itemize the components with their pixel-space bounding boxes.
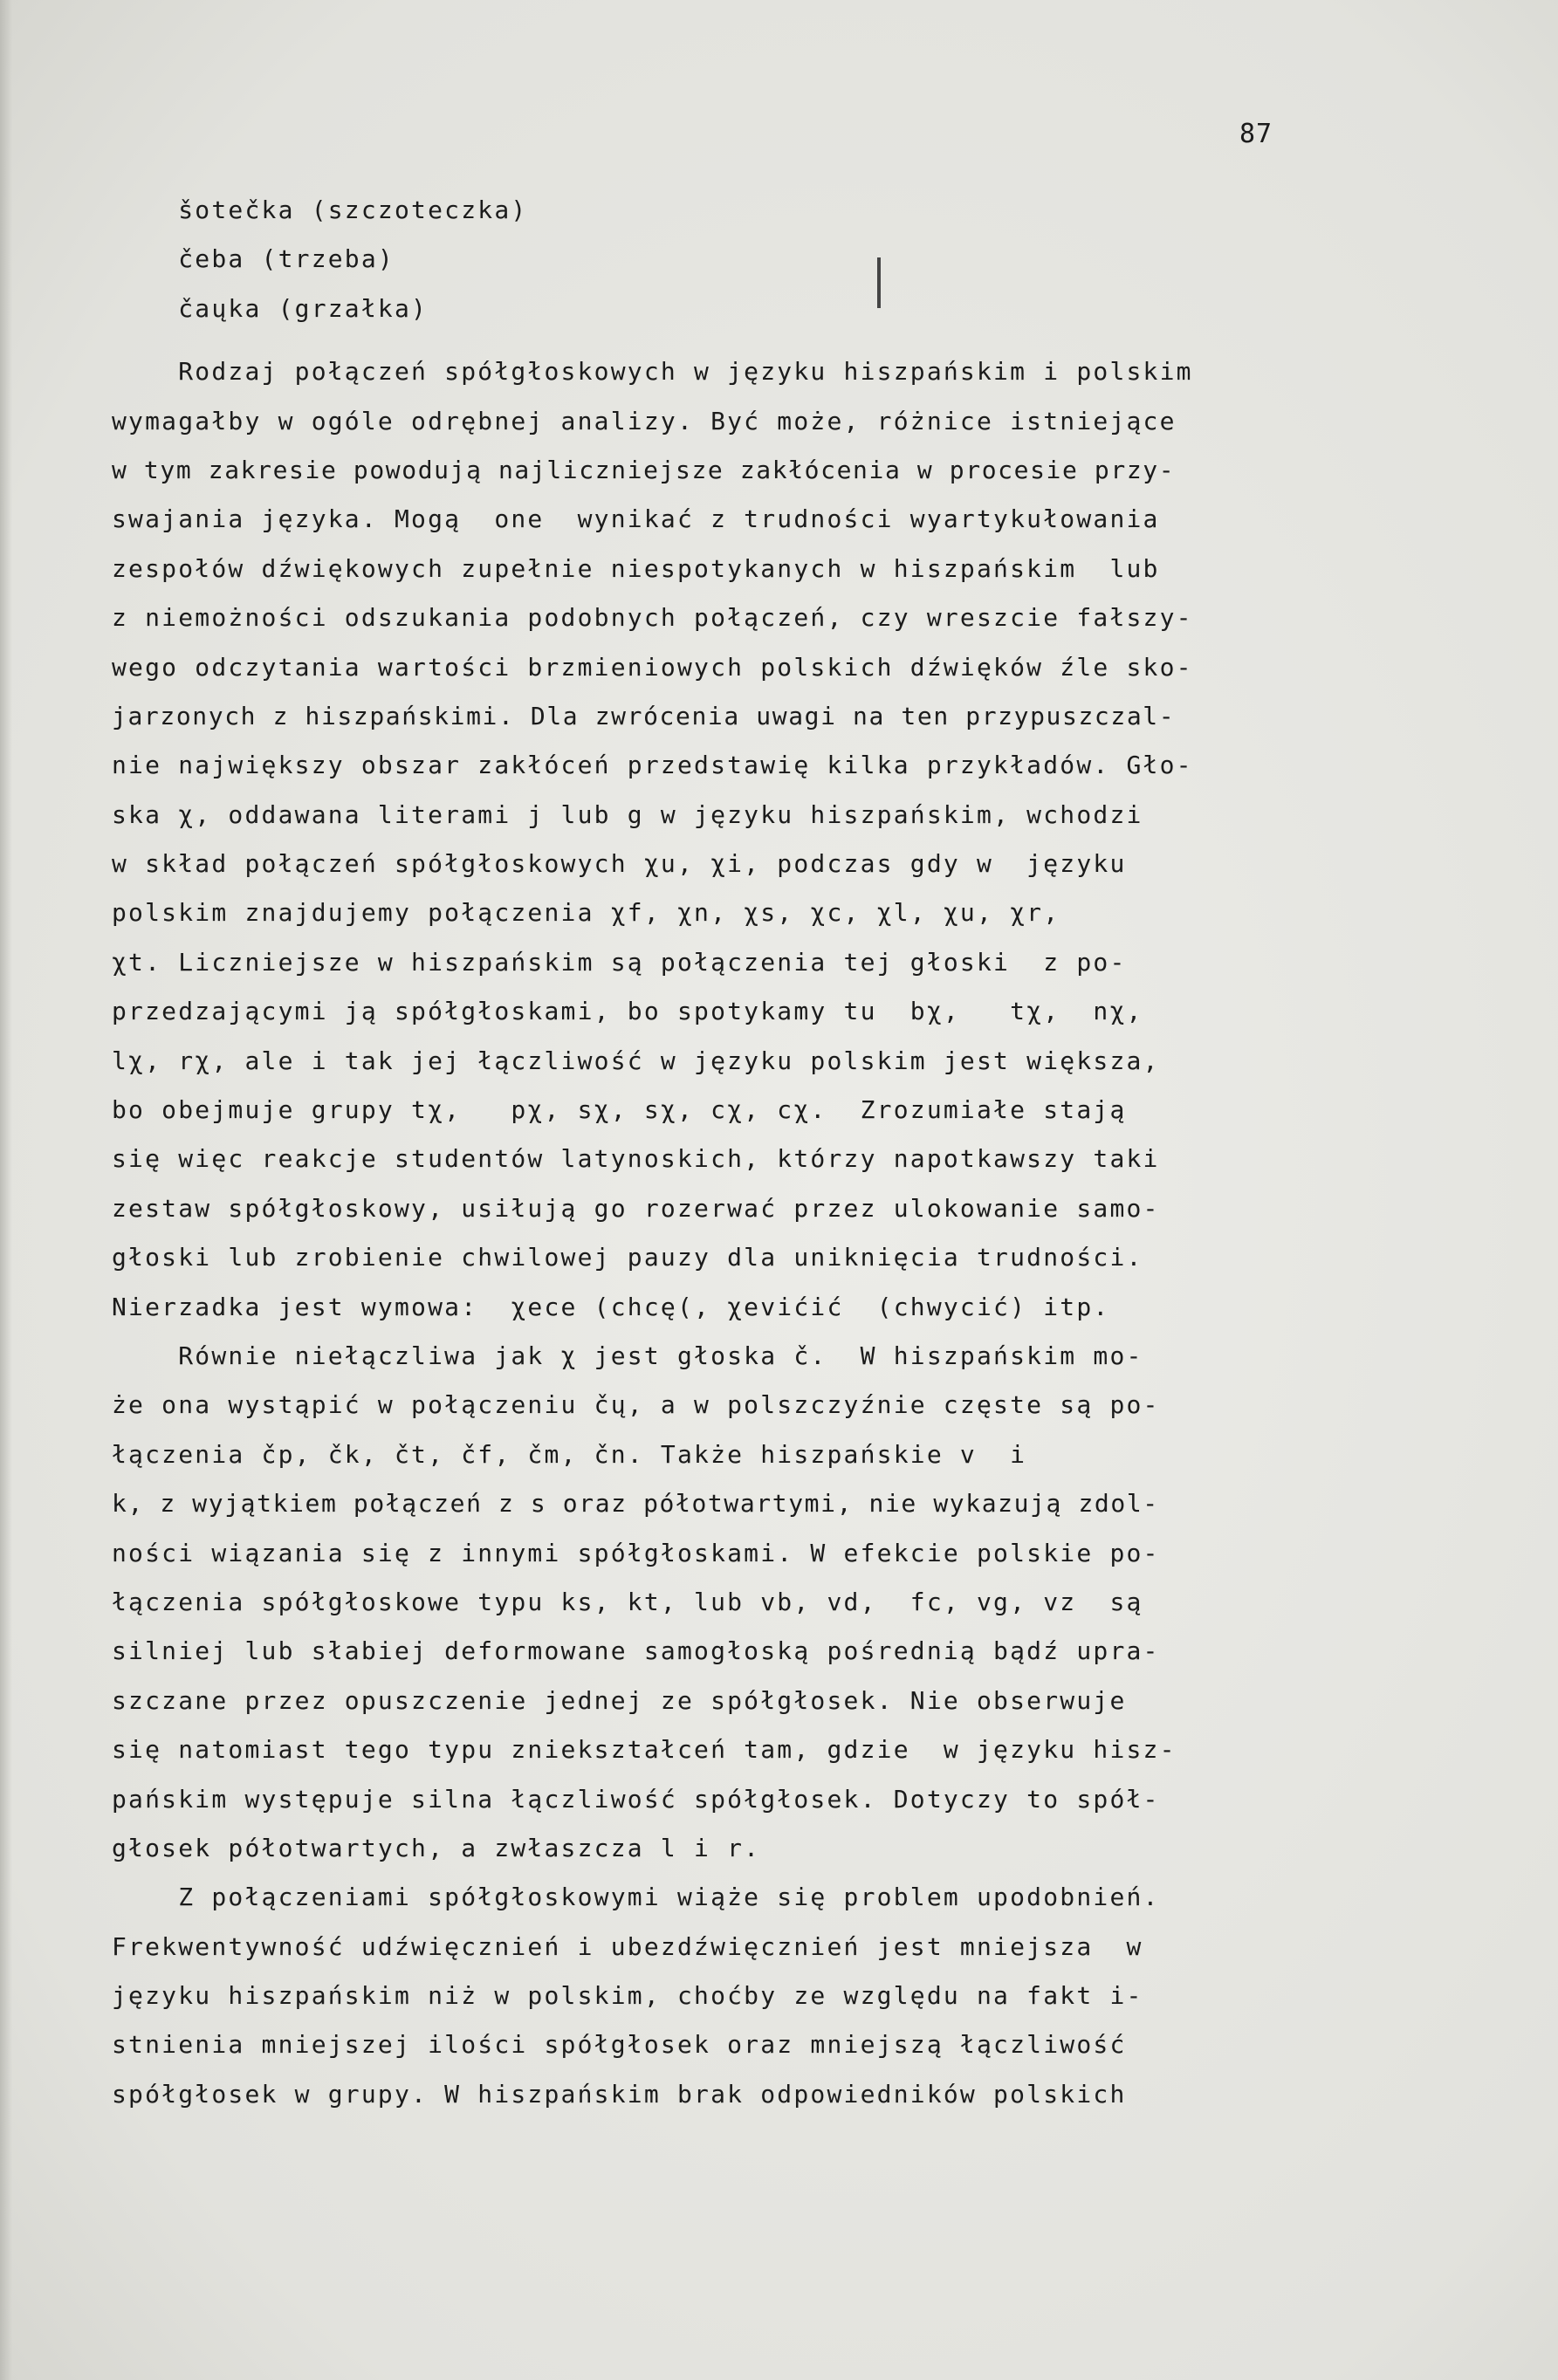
text-line: wego odczytania wartości brzmieniowych polskich dźwięków źle sko- <box>112 652 1193 682</box>
text-line: Równie niełączliwa jak χ jest głoska č. W hiszpańskim mo- <box>112 1341 1143 1370</box>
text-line: się więc reakcje studentów latynoskich, którzy napotkawszy taki <box>112 1144 1160 1174</box>
text-line: z niemożności odszukania podobnych połączeń, czy wreszcie fałszy- <box>112 603 1193 633</box>
text-line: Rodzaj połączeń spółgłoskowych w języku hiszpańskim i polskim <box>112 357 1193 387</box>
text-line: głosek półotwartych, a zwłaszcza l i r. <box>112 1833 761 1862</box>
text-line: zestaw spółgłoskowy, usiłują go rozerwać przez ulokowanie samo- <box>112 1193 1160 1223</box>
paragraph-gap <box>112 333 1351 347</box>
text-line: Z połączeniami spółgłoskowymi wiąże się problem upodobnień. <box>112 1883 1160 1912</box>
text-line: jarzonych z hiszpańskimi. Dla zwrócenia uwagi na ten przypuszczal- <box>112 701 1176 730</box>
text-line: pańskim występuje silna łączliwość spółgłosek. Dotyczy to spół- <box>112 1784 1160 1814</box>
text-line: zespołów dźwiękowych zupełnie niespotykanych w hiszpańskim lub <box>112 553 1160 583</box>
text-line: języku hiszpańskim niż w polskim, choćby ze względu na fakt i- <box>112 1981 1143 2011</box>
text-line: χt. Liczniejsze w hiszpańskim są połączenia tej głoski z po- <box>112 947 1127 977</box>
text-line: Frekwentywność udźwięcznień i ubezdźwięcznień jest mniejsza w <box>112 1931 1143 1961</box>
text-line: w tym zakresie powodują najliczniejsze zakłócenia w procesie przy- <box>112 455 1176 484</box>
text-line: ności wiązania się z innymi spółgłoskami. W efekcie polskie po- <box>112 1538 1160 1567</box>
text-line: šotečka (szczoteczka) <box>112 195 528 224</box>
text-line: k, z wyjątkiem połączeń z s oraz półotwartymi, nie wykazują zdol- <box>112 1489 1159 1519</box>
text-line: lχ, rχ, ale i tak jej łączliwość w języku polskim jest większa, <box>112 1046 1160 1075</box>
text-line: ska χ, oddawana literami j lub g w języku hiszpańskim, wchodzi <box>112 799 1143 829</box>
text-line: spółgłosek w grupy. W hiszpańskim brak odpowiedników polskich <box>112 2079 1127 2109</box>
text-line: silniej lub słabiej deformowane samogłoską pośrednią bądź upra- <box>112 1636 1160 1666</box>
text-line: głoski lub zrobienie chwilowej pauzy dla uniknięcia trudności. <box>112 1243 1143 1272</box>
text-line: polskim znajdujemy połączenia χf, χn, χs, χc, χl, χu, χr, <box>112 898 1060 928</box>
text-line: čaųka (grzałka) <box>112 293 429 323</box>
page-edge-shadow <box>0 0 12 2380</box>
page-number: 87 <box>1239 119 1273 149</box>
text-line: się natomiast tego typu zniekształceń tam, gdzie w języku hisz- <box>112 1735 1177 1765</box>
text-line: nie największy obszar zakłóceń przedstawię kilka przykładów. Gło- <box>112 751 1193 780</box>
text-line: szczane przez opuszczenie jednej ze spółgłosek. Nie obserwuje <box>112 1685 1127 1715</box>
text-line: łączenia spółgłoskowe typu ks, kt, lub vb, vd, fc, vg, vz są <box>112 1587 1143 1616</box>
text-line: Nierzadka jest wymowa: χece (chcę(, χevićić (chwycić) itp. <box>112 1292 1110 1321</box>
text-line: przedzającymi ją spółgłoskami, bo spotykamy tu bχ, tχ, nχ, <box>112 997 1143 1026</box>
text-line: łączenia čp, čk, čt, čf, čm, čn. Także hiszpańskie v i <box>112 1439 1027 1469</box>
text-line: swajania języka. Mogą one wynikać z trudności wyartykułowania <box>112 504 1160 534</box>
text-line: wymagałby w ogóle odrębnej analizy. Być może, różnice istniejące <box>112 406 1177 436</box>
text-line: w skład połączeń spółgłoskowych χu, χi, podczas gdy w języku <box>112 849 1127 879</box>
text-line: stnienia mniejszej ilości spółgłosek oraz mniejszą łączliwość <box>112 2030 1127 2060</box>
text-line: bo obejmuje grupy tχ, pχ, sχ, sχ, cχ, cχ. Zrozumiałe stają <box>112 1095 1127 1125</box>
body-text <box>112 186 1351 2119</box>
text-line: čeba (trzeba) <box>112 244 395 274</box>
text-line: że ona wystąpić w połączeniu čų, a w polszczyźnie częste są po- <box>112 1390 1160 1420</box>
